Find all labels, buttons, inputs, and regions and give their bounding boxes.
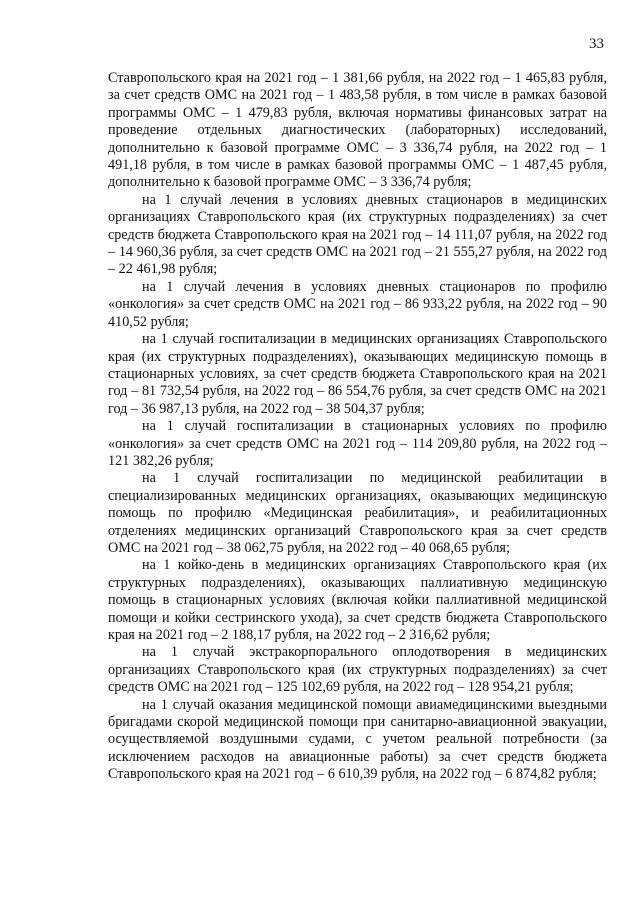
paragraph: на 1 случай госпитализации по медицинской реабилитации в специализированных медицинских организациях, оказывающих медицинскую помощь по профилю «Медицинская реабилитация», и реабилитационных отделениях медицинских организаций Ставропольского края за счет средств ОМС на 2021 год – 38 062,75 рубля, на 2022 год – 40 068,65 рубля; (108, 470, 607, 556)
paragraph: на 1 случай экстракорпорального оплодотворения в медицинских организациях Ставропольского края (их структурных подразделениях) за счет средств ОМС на 2021 год – 125 102,69 рубля, на 2022 год – 128 954,21 рубля; (108, 644, 607, 696)
paragraph: на 1 койко-день в медицинских организациях Ставропольского края (их структурных подразделениях), оказывающих паллиативную медицинскую помощь в стационарных условиях (включая койки паллиативной медицинской помощи и койки сестринского ухода), за счет средств бюджета Ставропольского края на 2021 год – 2 188,17 рубля, на 2022 год – 2 316,62 рубля; (108, 557, 607, 643)
paragraph: на 1 случай лечения в условиях дневных стационаров в медицинских организациях Ставропольского края (их структурных подразделениях) за счет средств бюджета Ставропольского края на 2021 год – 14 111,07 рубля, на 2022 год – 14 960,36 рубля, за счет средств ОМС на 2021 год – 21 555,27 рубля, на 2022 год – 22 461,98 рубля; (108, 191, 607, 278)
paragraph: на 1 случай госпитализации в стационарных условиях по профилю «онкология» за счет средств ОМС на 2021 год – 114 209,80 рубля, на 2022 год – 121 382,26 рубля; (108, 418, 607, 469)
paragraph: на 1 случай оказания медицинской помощи авиамедицинскими выездными бригадами скорой медицинской помощи при санитарно-авиационной эвакуации, осуществляемой воздушными судами, с учетом реальной потребности (за исключением расходов на авиационные работы) за счет средств бюджета Ставропольского края на 2021 год – 6 610,39 рубля, на 2022 год – 6 874,82 рубля; (108, 696, 607, 783)
paragraph: на 1 случай лечения в условиях дневных стационаров по профилю «онкология» за счет средств ОМС на 2021 год – 86 933,22 рубля, на 2022 год – 90 410,52 рубля; (108, 278, 607, 330)
paragraph: на 1 случай госпитализации в медицинских организациях Ставропольского края (их структурных подразделениях), оказывающих медицинскую помощь в стационарных условиях, за счет средств бюджета Ставропольского края на 2021 год – 81 732,54 рубля, на 2022 год – 86 554,76 рубля, за счет средств ОМС на 2021 год – 36 987,13 рубля, на 2022 год – 38 504,37 рубля; (108, 331, 607, 417)
paragraph: Ставропольского края на 2021 год – 1 381,66 рубля, на 2022 год – 1 465,83 рубля, за счет средств ОМС на 2021 год – 1 483,58 рубля, в том числе в рамках базовой программы ОМС – 1 479,83 рубля, включая нормативы финансовых затрат на проведение отдельных диагностических (лабораторных) исследований, дополнительно к базовой программе ОМС – 3 336,74 рубля, на 2022 год – 1 491,18 рубля, в том числе в рамках базовой программы ОМС – 1 487,45 рубля, дополнительно к базовой программе ОМС – 3 336,74 рубля; (108, 70, 607, 191)
body-text (108, 70, 607, 784)
page-number: 33 (589, 36, 604, 52)
